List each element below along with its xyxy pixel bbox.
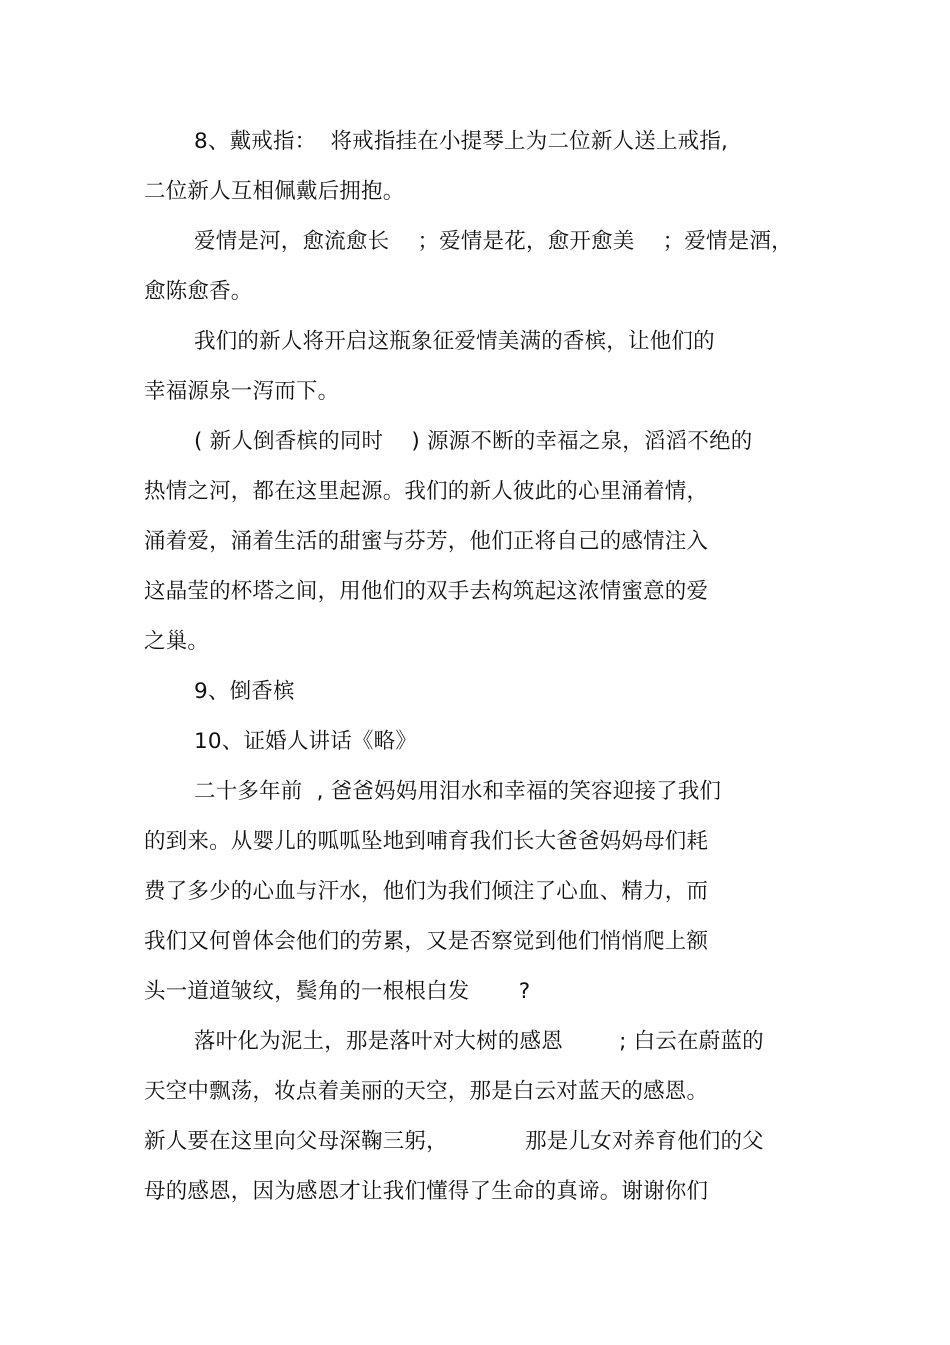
text-line: 热情之河，都在这里起源。我们的新人彼此的心里涌着情， bbox=[144, 479, 709, 504]
text-line: 8、戴戒指： 将戒指挂在小提琴上为二位新人送上戒指, bbox=[194, 129, 729, 154]
text-line: 爱情是河，愈流愈长 ；爱情是花，愈开愈美 ；爱情是酒， bbox=[194, 229, 793, 254]
section-heading: 10、证婚人讲话《略》 bbox=[194, 729, 418, 754]
text-line: 这晶莹的杯塔之间，用他们的双手去构筑起这浓情蜜意的爱 bbox=[144, 579, 709, 604]
text-line: ( 新人倒香槟的同时 ) 源源不断的幸福之泉，滔滔不绝的 bbox=[194, 429, 753, 454]
text-line: 头一道道皱纹，鬓角的一根根白发 ? bbox=[144, 979, 531, 1004]
text-line: 我们的新人将开启这瓶象征爱情美满的香槟，让他们的 bbox=[194, 329, 715, 354]
text-line: 涌着爱，涌着生活的甜蜜与芬芳，他们正将自己的感情注入 bbox=[144, 529, 709, 554]
text-line: 二位新人互相佩戴后拥抱。 bbox=[144, 179, 405, 204]
text-line: 之巢。 bbox=[144, 629, 210, 654]
section-heading: 9、倒香槟 bbox=[194, 679, 295, 704]
text-line: 落叶化为泥土，那是落叶对大树的感恩 ; 白云在蔚蓝的 bbox=[194, 1029, 764, 1054]
text-line: 新人要在这里向父母深鞠三躬， 那是儿女对养育他们的父 bbox=[144, 1129, 764, 1154]
text-line: 二十多年前 , 爸爸妈妈用泪水和幸福的笑容迎接了我们 bbox=[194, 779, 722, 804]
text-line: 天空中飘荡，妆点着美丽的天空，那是白云对蓝天的感恩。 bbox=[144, 1079, 709, 1104]
text-line: 的到来。从婴儿的呱呱坠地到哺育我们长大爸爸妈妈母们耗 bbox=[144, 829, 709, 854]
text-line: 我们又何曾体会他们的劳累，又是否察觉到他们悄悄爬上额 bbox=[144, 929, 709, 954]
text-line: 愈陈愈香。 bbox=[144, 279, 253, 304]
text-line: 母的感恩，因为感恩才让我们懂得了生命的真谛。谢谢你们 bbox=[144, 1179, 709, 1204]
text-line: 费了多少的心血与汗水，他们为我们倾注了心血、精力，而 bbox=[144, 879, 709, 904]
text-line: 幸福源泉一泻而下。 bbox=[144, 379, 340, 404]
